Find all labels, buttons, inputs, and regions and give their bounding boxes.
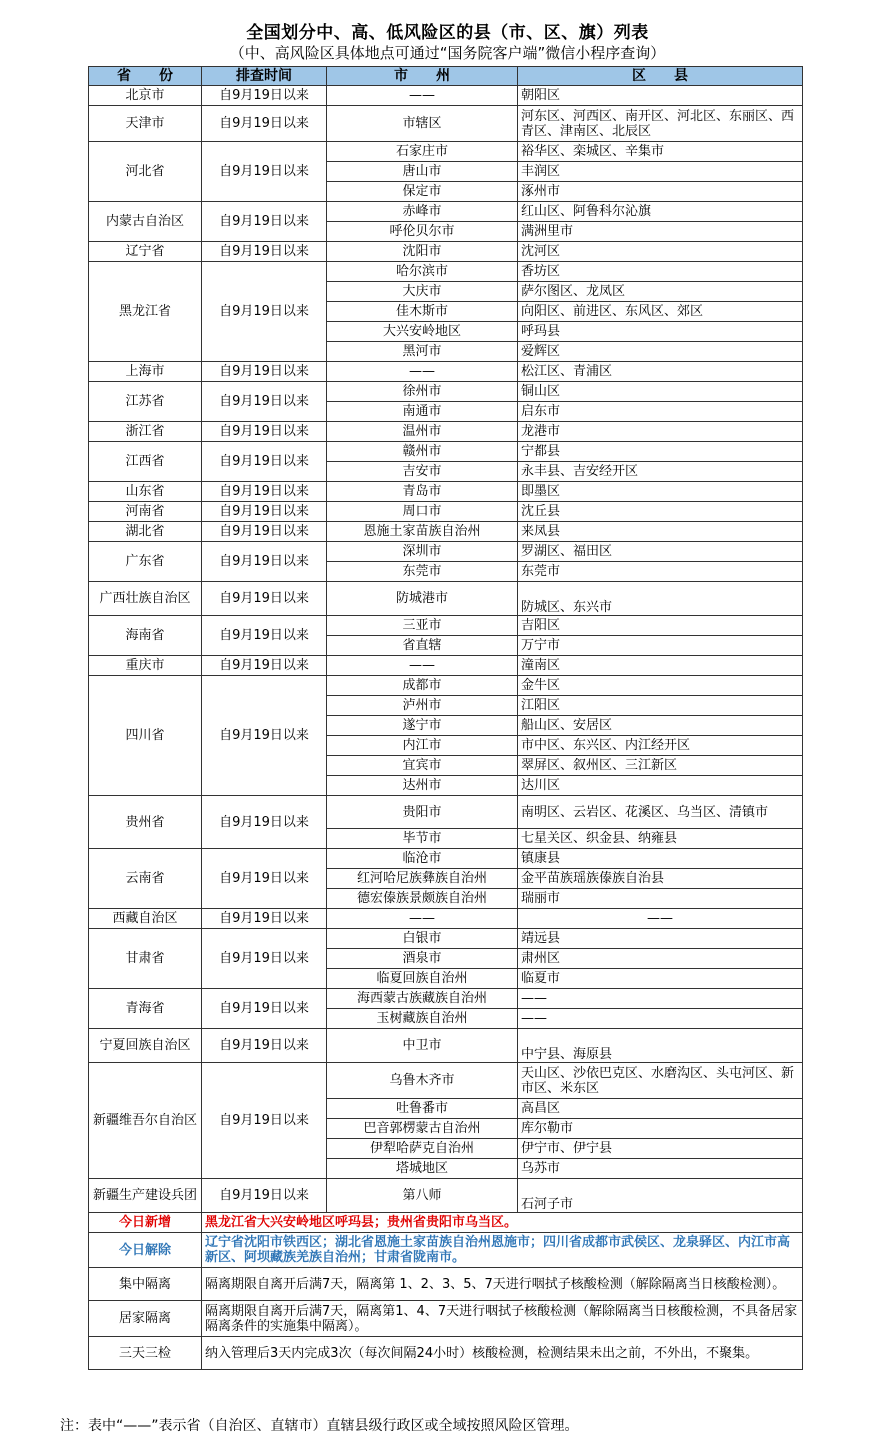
county-cell: 库尔勒市 — [518, 1119, 803, 1139]
city-cell: 徐州市 — [327, 382, 518, 402]
table-row — [89, 442, 803, 462]
footnote: 注：表中“——”表示省（自治区、直辖市）直辖县级行政区或全域按照风险区管理。 — [60, 1418, 579, 1434]
province-cell: 重庆市 — [89, 656, 202, 676]
summary-row — [89, 1233, 803, 1268]
city-cell: 青岛市 — [327, 482, 518, 502]
city-cell: 红河哈尼族彝族自治州 — [327, 869, 518, 889]
period-cell: 自9月19日以来 — [202, 142, 327, 202]
city-cell: 呼伦贝尔市 — [327, 222, 518, 242]
table-row — [89, 676, 803, 696]
period-cell: 自9月19日以来 — [202, 502, 327, 522]
table-row — [89, 106, 803, 142]
header-province: 省 份 — [89, 67, 202, 86]
province-cell: 广东省 — [89, 542, 202, 582]
table-row — [89, 542, 803, 562]
city-cell: 泸州市 — [327, 696, 518, 716]
county-cell: 翠屏区、叙州区、三江新区 — [518, 756, 803, 776]
summary-label: 今日解除 — [89, 1233, 202, 1268]
period-cell: 自9月19日以来 — [202, 582, 327, 616]
city-cell: 德宏傣族景颇族自治州 — [327, 889, 518, 909]
county-cell: 临夏市 — [518, 969, 803, 989]
city-cell: 伊犁哈萨克自治州 — [327, 1139, 518, 1159]
county-cell: 裕华区、栾城区、辛集市 — [518, 142, 803, 162]
period-cell: 自9月19日以来 — [202, 382, 327, 422]
city-cell: 周口市 — [327, 502, 518, 522]
period-cell: 自9月19日以来 — [202, 989, 327, 1029]
county-cell: 东莞市 — [518, 562, 803, 582]
county-cell: 伊宁市、伊宁县 — [518, 1139, 803, 1159]
table-row — [89, 502, 803, 522]
county-cell: 铜山区 — [518, 382, 803, 402]
city-cell: 大兴安岭地区 — [327, 322, 518, 342]
table-row — [89, 849, 803, 869]
period-cell: 自9月19日以来 — [202, 262, 327, 362]
period-cell: 自9月19日以来 — [202, 1063, 327, 1179]
county-cell: 瑞丽市 — [518, 889, 803, 909]
city-cell: 沈阳市 — [327, 242, 518, 262]
city-cell: —— — [327, 86, 518, 106]
period-cell: 自9月19日以来 — [202, 106, 327, 142]
page-subtitle: （中、高风险区具体地点可通过“国务院客户端”微信小程序查询） — [229, 44, 666, 62]
county-cell: 涿州市 — [518, 182, 803, 202]
city-cell: 第八师 — [327, 1179, 518, 1213]
county-cell: 中宁县、海原县 — [518, 1029, 803, 1063]
county-cell: 沈丘县 — [518, 502, 803, 522]
table-row — [89, 909, 803, 929]
county-cell: 吉阳区 — [518, 616, 803, 636]
city-cell: 宜宾市 — [327, 756, 518, 776]
period-cell: 自9月19日以来 — [202, 422, 327, 442]
province-cell: 河北省 — [89, 142, 202, 202]
city-cell: —— — [327, 909, 518, 929]
county-cell: 即墨区 — [518, 482, 803, 502]
summary-row — [89, 1268, 803, 1301]
city-cell: 哈尔滨市 — [327, 262, 518, 282]
province-cell: 新疆维吾尔自治区 — [89, 1063, 202, 1179]
county-cell: 潼南区 — [518, 656, 803, 676]
province-cell: 北京市 — [89, 86, 202, 106]
period-cell: 自9月19日以来 — [202, 542, 327, 582]
city-cell: 吉安市 — [327, 462, 518, 482]
summary-text: 隔离期限自离开后满7天，隔离第 1、2、3、5、7天进行咽拭子核酸检测（解除隔离当日核酸检测）。 — [202, 1268, 803, 1301]
table-row — [89, 482, 803, 502]
city-cell: 防城港市 — [327, 582, 518, 616]
province-cell: 浙江省 — [89, 422, 202, 442]
city-cell: 海西蒙古族藏族自治州 — [327, 989, 518, 1009]
county-cell: 达川区 — [518, 776, 803, 796]
city-cell: 深圳市 — [327, 542, 518, 562]
period-cell: 自9月19日以来 — [202, 909, 327, 929]
county-cell: 呼玛县 — [518, 322, 803, 342]
period-cell: 自9月19日以来 — [202, 616, 327, 656]
table-header-row — [89, 67, 803, 86]
period-cell: 自9月19日以来 — [202, 86, 327, 106]
city-cell: 市辖区 — [327, 106, 518, 142]
city-cell: 乌鲁木齐市 — [327, 1063, 518, 1099]
county-cell: 高昌区 — [518, 1099, 803, 1119]
province-cell: 内蒙古自治区 — [89, 202, 202, 242]
city-cell: 中卫市 — [327, 1029, 518, 1063]
county-cell: 香坊区 — [518, 262, 803, 282]
city-cell: —— — [327, 362, 518, 382]
province-cell: 贵州省 — [89, 796, 202, 849]
city-cell: 东莞市 — [327, 562, 518, 582]
table-row — [89, 616, 803, 636]
province-cell: 西藏自治区 — [89, 909, 202, 929]
province-cell: 青海省 — [89, 989, 202, 1029]
county-cell: 启东市 — [518, 402, 803, 422]
city-cell: 达州市 — [327, 776, 518, 796]
table-row — [89, 929, 803, 949]
province-cell: 黑龙江省 — [89, 262, 202, 362]
county-cell: 金牛区 — [518, 676, 803, 696]
period-cell: 自9月19日以来 — [202, 1179, 327, 1213]
province-cell: 湖北省 — [89, 522, 202, 542]
county-cell: 向阳区、前进区、东风区、郊区 — [518, 302, 803, 322]
risk-area-table — [88, 66, 803, 1370]
period-cell: 自9月19日以来 — [202, 849, 327, 909]
county-cell: 肃州区 — [518, 949, 803, 969]
province-cell: 江苏省 — [89, 382, 202, 422]
city-cell: 酒泉市 — [327, 949, 518, 969]
city-cell: 临夏回族自治州 — [327, 969, 518, 989]
city-cell: 塔城地区 — [327, 1159, 518, 1179]
county-cell: 石河子市 — [518, 1179, 803, 1213]
header-period: 排查时间 — [202, 67, 327, 86]
table-row — [89, 1063, 803, 1099]
table-row — [89, 242, 803, 262]
period-cell: 自9月19日以来 — [202, 676, 327, 796]
city-cell: 毕节市 — [327, 829, 518, 849]
table-body — [89, 86, 803, 1370]
header-county: 区 县 — [518, 67, 803, 86]
province-cell: 四川省 — [89, 676, 202, 796]
province-cell: 河南省 — [89, 502, 202, 522]
city-cell: 玉树藏族自治州 — [327, 1009, 518, 1029]
table-row — [89, 382, 803, 402]
summary-row — [89, 1213, 803, 1233]
summary-label: 居家隔离 — [89, 1301, 202, 1337]
summary-label: 三天三检 — [89, 1337, 202, 1370]
county-cell: 来凤县 — [518, 522, 803, 542]
period-cell: 自9月19日以来 — [202, 1029, 327, 1063]
city-cell: —— — [327, 656, 518, 676]
city-cell: 三亚市 — [327, 616, 518, 636]
province-cell: 新疆生产建设兵团 — [89, 1179, 202, 1213]
summary-text: 辽宁省沈阳市铁西区；湖北省恩施土家苗族自治州恩施市；四川省成都市武侯区、龙泉驿区、内江市高新区、阿坝藏族羌族自治州；甘肃省陇南市。 — [202, 1233, 803, 1268]
county-cell: 防城区、东兴市 — [518, 582, 803, 616]
city-cell: 遂宁市 — [327, 716, 518, 736]
period-cell: 自9月19日以来 — [202, 362, 327, 382]
province-cell: 上海市 — [89, 362, 202, 382]
city-cell: 大庆市 — [327, 282, 518, 302]
city-cell: 赣州市 — [327, 442, 518, 462]
summary-text: 隔离期限自离开后满7天，隔离第1、4、7天进行咽拭子核酸检测（解除隔离当日核酸检测，不具备居家隔离条件的实施集中隔离）。 — [202, 1301, 803, 1337]
table-row — [89, 796, 803, 829]
table-row — [89, 582, 803, 616]
county-cell: 萨尔图区、龙凤区 — [518, 282, 803, 302]
period-cell: 自9月19日以来 — [202, 242, 327, 262]
county-cell: 靖远县 — [518, 929, 803, 949]
city-cell: 省直辖 — [327, 636, 518, 656]
county-cell: —— — [518, 1009, 803, 1029]
county-cell: 天山区、沙依巴克区、水磨沟区、头屯河区、新市区、米东区 — [518, 1063, 803, 1099]
province-cell: 辽宁省 — [89, 242, 202, 262]
period-cell: 自9月19日以来 — [202, 656, 327, 676]
county-cell: 河东区、河西区、南开区、河北区、东丽区、西青区、津南区、北辰区 — [518, 106, 803, 142]
province-cell: 广西壮族自治区 — [89, 582, 202, 616]
province-cell: 海南省 — [89, 616, 202, 656]
summary-label: 今日新增 — [89, 1213, 202, 1233]
table-row — [89, 656, 803, 676]
county-cell: 红山区、阿鲁科尔沁旗 — [518, 202, 803, 222]
city-cell: 佳木斯市 — [327, 302, 518, 322]
city-cell: 温州市 — [327, 422, 518, 442]
county-cell: 宁都县 — [518, 442, 803, 462]
summary-text: 黑龙江省大兴安岭地区呼玛县；贵州省贵阳市乌当区。 — [202, 1213, 803, 1233]
province-cell: 云南省 — [89, 849, 202, 909]
summary-row — [89, 1337, 803, 1370]
province-cell: 宁夏回族自治区 — [89, 1029, 202, 1063]
city-cell: 白银市 — [327, 929, 518, 949]
county-cell: 爱辉区 — [518, 342, 803, 362]
county-cell: 万宁市 — [518, 636, 803, 656]
period-cell: 自9月19日以来 — [202, 482, 327, 502]
page-title: 全国划分中、高、低风险区的县（市、区、旗）列表 — [246, 23, 649, 43]
table-row — [89, 202, 803, 222]
province-cell: 甘肃省 — [89, 929, 202, 989]
county-cell: 永丰县、吉安经开区 — [518, 462, 803, 482]
city-cell: 南通市 — [327, 402, 518, 422]
period-cell: 自9月19日以来 — [202, 796, 327, 849]
table-row — [89, 362, 803, 382]
header-city: 市 州 — [327, 67, 518, 86]
city-cell: 临沧市 — [327, 849, 518, 869]
city-cell: 吐鲁番市 — [327, 1099, 518, 1119]
city-cell: 巴音郭楞蒙古自治州 — [327, 1119, 518, 1139]
county-cell: 船山区、安居区 — [518, 716, 803, 736]
county-cell: 七星关区、织金县、纳雍县 — [518, 829, 803, 849]
county-cell: 市中区、东兴区、内江经开区 — [518, 736, 803, 756]
county-cell: 丰润区 — [518, 162, 803, 182]
table-row — [89, 522, 803, 542]
city-cell: 成都市 — [327, 676, 518, 696]
county-cell: 满洲里市 — [518, 222, 803, 242]
county-cell: 南明区、云岩区、花溪区、乌当区、清镇市 — [518, 796, 803, 829]
city-cell: 贵阳市 — [327, 796, 518, 829]
table-row — [89, 989, 803, 1009]
province-cell: 天津市 — [89, 106, 202, 142]
county-cell: —— — [518, 909, 803, 929]
county-cell: 松江区、青浦区 — [518, 362, 803, 382]
period-cell: 自9月19日以来 — [202, 202, 327, 242]
table-row — [89, 1179, 803, 1213]
summary-row — [89, 1301, 803, 1337]
table-row — [89, 86, 803, 106]
city-cell: 赤峰市 — [327, 202, 518, 222]
city-cell: 保定市 — [327, 182, 518, 202]
table-row — [89, 422, 803, 442]
city-cell: 内江市 — [327, 736, 518, 756]
city-cell: 黑河市 — [327, 342, 518, 362]
table-row — [89, 142, 803, 162]
city-cell: 石家庄市 — [327, 142, 518, 162]
period-cell: 自9月19日以来 — [202, 522, 327, 542]
period-cell: 自9月19日以来 — [202, 442, 327, 482]
city-cell: 唐山市 — [327, 162, 518, 182]
province-cell: 山东省 — [89, 482, 202, 502]
period-cell: 自9月19日以来 — [202, 929, 327, 989]
county-cell: —— — [518, 989, 803, 1009]
summary-label: 集中隔离 — [89, 1268, 202, 1301]
county-cell: 镇康县 — [518, 849, 803, 869]
city-cell: 恩施土家苗族自治州 — [327, 522, 518, 542]
county-cell: 沈河区 — [518, 242, 803, 262]
summary-text: 纳入管理后3天内完成3次（每次间隔24小时）核酸检测，检测结果未出之前，不外出，不聚集。 — [202, 1337, 803, 1370]
county-cell: 江阳区 — [518, 696, 803, 716]
province-cell: 江西省 — [89, 442, 202, 482]
county-cell: 朝阳区 — [518, 86, 803, 106]
county-cell: 乌苏市 — [518, 1159, 803, 1179]
table-row — [89, 1029, 803, 1063]
county-cell: 龙港市 — [518, 422, 803, 442]
table-row — [89, 262, 803, 282]
county-cell: 金平苗族瑶族傣族自治县 — [518, 869, 803, 889]
county-cell: 罗湖区、福田区 — [518, 542, 803, 562]
